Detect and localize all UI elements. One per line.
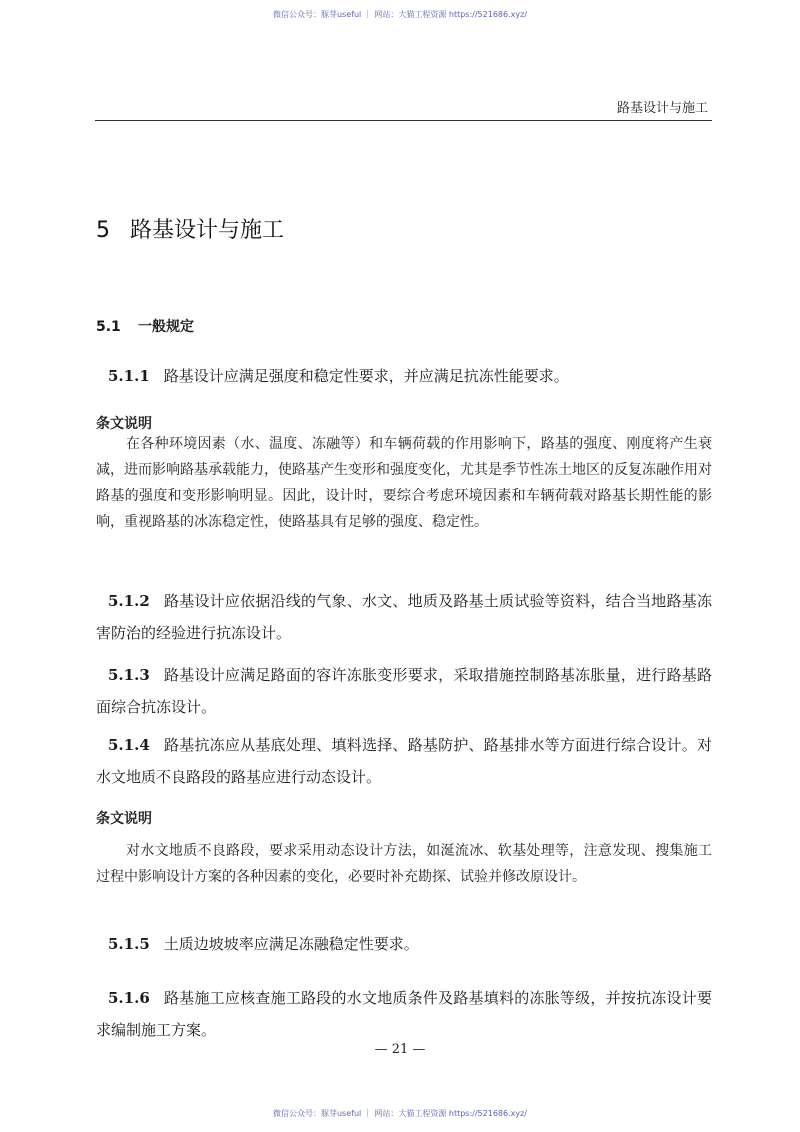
clause-text: 路基设计应满足强度和稳定性要求，并应满足抗冻性能要求。 [163,367,569,385]
clause-number: 5.1.4 [108,736,150,754]
clause-number: 5.1.6 [108,989,150,1007]
clause-number: 5.1.5 [108,935,150,953]
note-title: 条文说明 [96,416,152,432]
section-title: 一般规定 [138,319,194,335]
chapter-number: 5 [96,218,110,243]
clause-number: 5.1.3 [108,666,150,684]
note-body: 对水文地质不良路段，要求采用动态设计方法，如涎流冰、软基处理等，注意发现、搜集施工过程中影响设计方案的各种因素的变化，必要时补充勘探、试验并修改原设计。 [96,843,712,885]
clause-text: 土质边坡坡率应满足冻融稳定性要求。 [163,935,419,953]
clause-number: 5.1.1 [108,367,150,385]
chapter-title: 路基设计与施工 [130,218,285,243]
clause-5-1-6 [96,982,712,1046]
clause-text: 路基设计应满足路面的容许冻胀变形要求，采取措施控制路基冻胀量，进行路基路面综合抗冻设计。 [96,666,712,716]
running-header-title: 路基设计与施工 [616,101,708,116]
clause-text: 路基抗冻应从基底处理、填料选择、路基防护、路基排水等方面进行综合设计。对水文地质不良路段的路基应进行动态设计。 [96,736,712,786]
chapter-heading [96,213,284,244]
section-number: 5.1 [96,319,121,335]
clause-text: 路基设计应依据沿线的气象、水文、地质及路基土质试验等资料，结合当地路基冻害防治的经验进行抗冻设计。 [96,592,712,642]
clause-5-1-2 [96,585,712,649]
note-title: 条文说明 [96,811,152,827]
note-body: 在各种环境因素（水、温度、冻融等）和车辆荷载的作用影响下，路基的强度、刚度将产生衰减，进而影响路基承载能力，使路基产生变形和强度变化，尤其是季节性冻土地区的反复冻融作用对路基的强度和变形影响明显。因此，设计时，要综合考虑环境因素和车辆荷载对路基长期性能的影响，重视路基的冰冻稳定性，使路基具有足够的强度、稳定性。 [96,436,712,530]
clause-number: 5.1.2 [108,592,150,610]
clause-text: 路基施工应核查施工路段的水文地质条件及路基填料的冻胀等级，并按抗冻设计要求编制施工方案。 [96,989,712,1039]
clause-5-1-1 [96,360,712,392]
watermark-top: 微信公众号：豚芽useful ｜ 网站：大猫工程资源 https://521686.xyz/ [272,10,528,19]
section-heading [96,316,194,336]
header-rule [95,120,712,121]
clause-5-1-4 [96,729,712,793]
clause-5-1-3 [96,659,712,723]
page-number: — 21 — [374,1042,426,1057]
watermark-bottom: 微信公众号：豚芽useful ｜ 网站：大猫工程资源 https://521686.xyz/ [272,1109,528,1118]
clause-5-1-5 [96,928,712,960]
